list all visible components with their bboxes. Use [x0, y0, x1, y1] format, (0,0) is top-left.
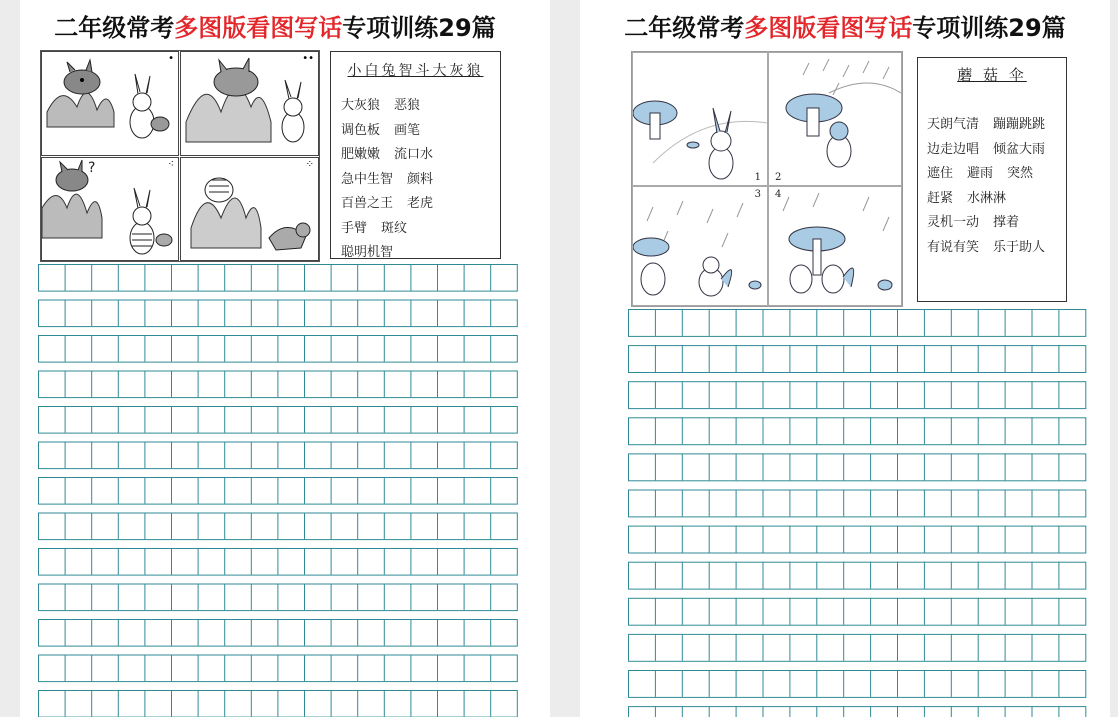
- panel-dots: ⁖: [168, 159, 174, 170]
- vocabulary-word: 倾盆大雨: [993, 141, 1046, 157]
- vocabulary-row: [927, 138, 1066, 163]
- panel-number: 1: [754, 172, 761, 183]
- page-title: [20, 8, 540, 43]
- grid-row: [629, 634, 1086, 661]
- vocabulary-word: 边走边唱: [927, 141, 980, 157]
- vocabulary-word: 大灰狼: [341, 98, 381, 113]
- svg-text:?: ?: [88, 160, 96, 176]
- grid-row: [629, 454, 1086, 481]
- grid-row: [629, 707, 1086, 717]
- grid-row: [629, 562, 1086, 589]
- vocabulary-word: 急中生智: [341, 171, 394, 187]
- vocabulary-row: [341, 168, 500, 193]
- vocabulary-word: 恶狼: [394, 98, 421, 113]
- vocabulary-list: [341, 94, 500, 266]
- title-highlight: 多图版看图写话: [174, 14, 343, 42]
- vocabulary-row: [927, 187, 1066, 212]
- comic-panel-1: [41, 51, 179, 156]
- writing-grid[interactable]: [38, 264, 519, 717]
- vocabulary-word: 斑纹: [381, 220, 408, 236]
- title-highlight: 多图版看图写话: [744, 14, 913, 42]
- vocabulary-row: [341, 241, 500, 266]
- panel-number: 3: [754, 189, 761, 200]
- grid-row: [629, 418, 1086, 445]
- panel-number: 4: [775, 189, 782, 200]
- grid-row: [629, 382, 1086, 409]
- worksheet-page-right: [580, 0, 1110, 717]
- vocabulary-row: [341, 217, 500, 242]
- vocabulary-word: 蹦蹦跳跳: [993, 117, 1046, 132]
- vocabulary-word: 水淋淋: [967, 190, 1007, 206]
- vocabulary-box: [917, 57, 1067, 302]
- vocabulary-row: [927, 211, 1066, 236]
- title-part: 专项训练29篇: [342, 14, 496, 42]
- title-part: 专项训练29篇: [912, 14, 1066, 42]
- vocabulary-word: 颜料: [407, 171, 434, 187]
- comic-strip: [631, 51, 903, 307]
- vocabulary-title: 蘑 菇 伞: [957, 66, 1027, 84]
- vocabulary-list: [927, 113, 1066, 260]
- vocabulary-row: [341, 192, 500, 217]
- worksheet-page-left: [20, 0, 550, 717]
- vocabulary-word: 乐于助人: [993, 239, 1046, 255]
- vocabulary-word: 撑着: [993, 215, 1020, 230]
- grid-lines: [628, 309, 1090, 717]
- vocabulary-row: [927, 236, 1066, 261]
- comic-panel-3: [632, 186, 768, 306]
- comic-panel-3: [41, 157, 179, 261]
- grid-row: [629, 598, 1086, 625]
- panel-dots: ⁘: [305, 159, 314, 170]
- grid-lines: [38, 264, 519, 717]
- vocabulary-row: [341, 143, 500, 168]
- vocabulary-word: 流口水: [394, 147, 434, 162]
- vocabulary-word: 灵机一动: [927, 215, 980, 230]
- sharing-mushroom-illustration: [769, 187, 901, 305]
- title-part: 二年级常考: [54, 14, 175, 42]
- squirrel-rain-illustration: [633, 187, 767, 305]
- comic-strip: [40, 50, 320, 262]
- panel-number: 2: [775, 172, 782, 183]
- grid-row: [629, 671, 1086, 698]
- vocabulary-row: [927, 113, 1066, 138]
- grid-row: [629, 346, 1086, 373]
- title-part: 二年级常考: [624, 14, 745, 42]
- vocabulary-row: [927, 162, 1066, 187]
- vocabulary-word: 避雨: [967, 166, 994, 181]
- wolf-rabbit-illustration: [42, 52, 178, 155]
- vocabulary-word: 画笔: [394, 122, 421, 138]
- grid-row: [629, 490, 1086, 517]
- comic-panel-4: [768, 186, 902, 306]
- panel-dots: ••: [302, 53, 314, 64]
- tiger-disguise-illustration: [181, 158, 318, 260]
- vocabulary-word: 天朗气清: [927, 117, 980, 132]
- page-title: [580, 8, 1110, 43]
- mushroom-rabbit-illustration: [633, 53, 767, 185]
- panel-dots: •: [168, 53, 174, 64]
- comic-panel-2: [180, 51, 319, 156]
- comic-panel-4: [180, 157, 319, 261]
- vocabulary-word: 遮住: [927, 166, 954, 181]
- comic-panel-2: [768, 52, 902, 186]
- vocabulary-word: 赶紧: [927, 190, 954, 206]
- vocabulary-word: 百兽之王: [341, 196, 394, 211]
- wolf-rabbit-illustration: [181, 52, 318, 155]
- grid-row: [629, 526, 1086, 553]
- vocabulary-title: 小白兔智斗大灰狼: [347, 63, 484, 79]
- vocabulary-row: [341, 94, 500, 119]
- writing-grid[interactable]: [628, 309, 1090, 717]
- wolf-rabbit-illustration: [42, 158, 178, 260]
- vocabulary-row: [341, 119, 500, 144]
- vocabulary-word: 有说有笑: [927, 239, 980, 255]
- vocabulary-word: 聪明机智: [341, 245, 394, 260]
- vocabulary-word: 手臂: [341, 220, 368, 236]
- grid-row: [629, 310, 1086, 337]
- comic-panel-1: [632, 52, 768, 186]
- vocabulary-word: 老虎: [407, 196, 434, 211]
- rain-mushroom-illustration: [769, 53, 901, 185]
- vocabulary-box: [330, 51, 501, 259]
- vocabulary-word: 调色板: [341, 122, 381, 138]
- vocabulary-word: 突然: [1007, 166, 1034, 181]
- vocabulary-word: 肥嫩嫩: [341, 147, 381, 162]
